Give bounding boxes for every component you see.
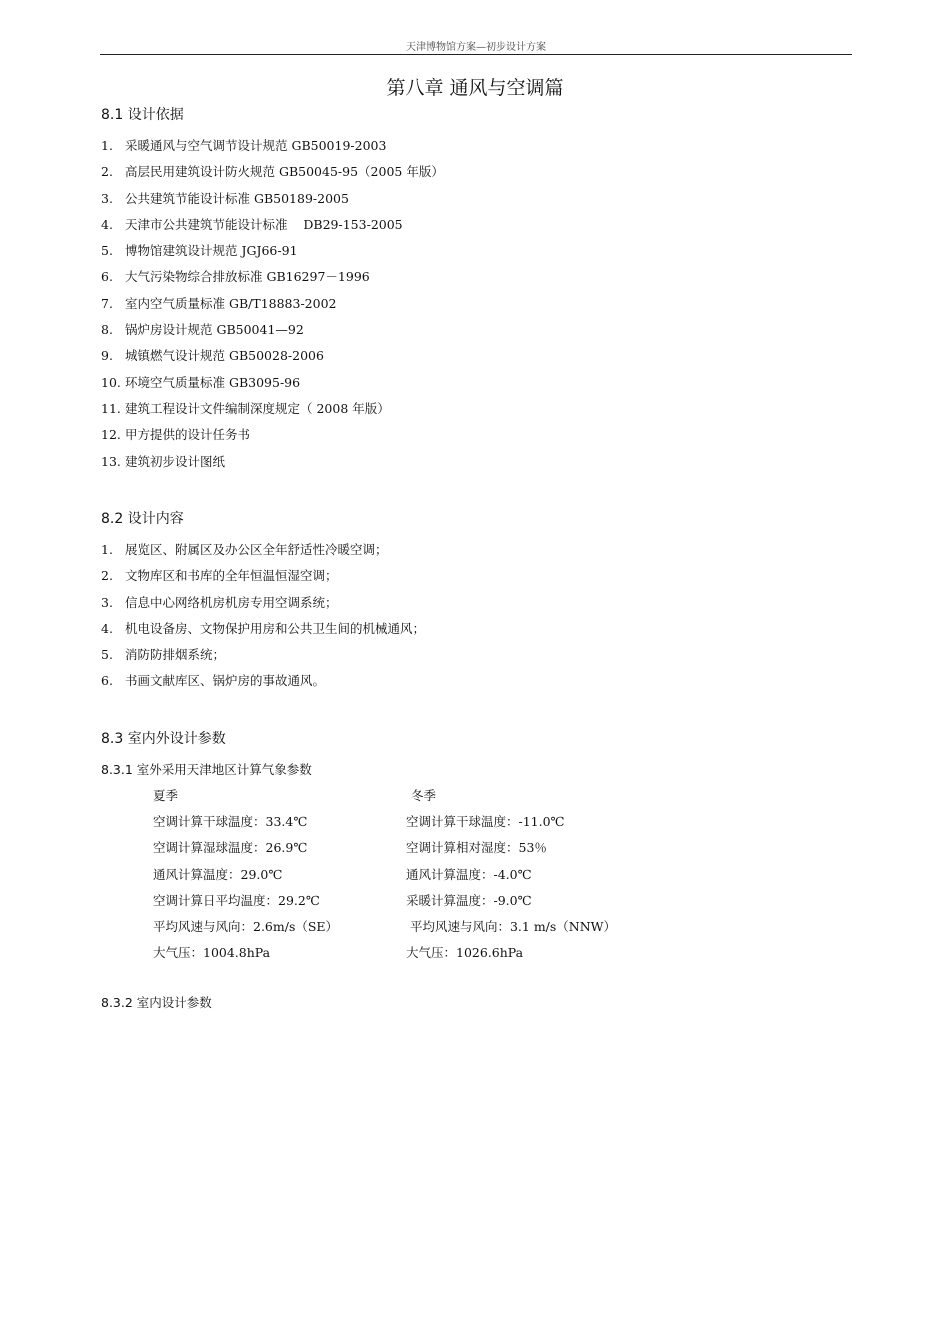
item-text: 公共建筑节能设计标准 GB50189-2005 [125, 190, 349, 206]
item-text: 城镇燃气设计规范 GB50028-2006 [125, 348, 324, 364]
list-item [101, 542, 425, 568]
winter-value: 平均风速与风向：3.1 m/s（NNW） [406, 918, 617, 934]
list-item [101, 568, 425, 594]
list-item [101, 621, 425, 647]
item-text: 建筑工程设计文件编制深度规定（ 2008 年版） [125, 400, 390, 416]
list-item [101, 243, 444, 269]
list-item [101, 217, 444, 243]
item-number: 3. [101, 190, 113, 206]
item-text: 室内空气质量标准 GB/T18883-2002 [125, 295, 337, 311]
list-item [101, 375, 444, 401]
summer-value: 空调计算日平均温度：29.2℃ [153, 892, 320, 908]
summer-value: 空调计算湿球温度：26.9℃ [153, 840, 308, 856]
item-number: 6. [101, 673, 113, 689]
item-number: 7. [101, 295, 113, 311]
list-item [101, 296, 444, 322]
item-number: 5. [101, 647, 113, 663]
page-header: 天津博物馆方案—初步设计方案 [406, 42, 546, 53]
item-number: 4. [101, 620, 113, 636]
item-text: 机电设备房、文物保护用房和公共卫生间的机械通风； [125, 620, 426, 636]
item-number: 3. [101, 594, 113, 610]
item-number: 1. [101, 542, 113, 557]
item-number: 4. [101, 216, 113, 232]
item-text: 书画文献库区、锅炉房的事故通风。 [125, 673, 326, 689]
item-text: 环境空气质量标准 GB3095-96 [125, 374, 301, 390]
item-number: 11. [101, 400, 121, 416]
summer-label: 夏季 [153, 788, 179, 803]
item-number: 5. [101, 243, 113, 259]
item-text: 消防防排烟系统； [125, 647, 226, 663]
list-item [101, 427, 444, 453]
list-item [101, 138, 444, 164]
item-number: 10. [101, 374, 121, 390]
item-number: 2. [101, 164, 113, 180]
item-number: 6. [101, 269, 113, 285]
winter-value: 采暖计算温度：-9.0℃ [406, 892, 532, 908]
item-number: 2. [101, 568, 113, 584]
chapter-title: 第八章 通风与空调篇 [386, 77, 564, 99]
item-text: 锅炉房设计规范 GB50041—92 [125, 322, 304, 338]
item-text: 博物馆建筑设计规范 JGJ66-91 [125, 243, 298, 259]
item-number: 8. [101, 322, 113, 338]
section-title-design-basis: 8.1 设计依据 [101, 107, 184, 123]
item-text: 展览区、附属区及办公区全年舒适性冷暖空调； [125, 542, 388, 557]
list-item [101, 322, 444, 348]
winter-value: 空调计算相对湿度：53％ [406, 840, 547, 856]
item-number: 13. [101, 453, 121, 469]
section-title-design-content: 8.2 设计内容 [101, 511, 184, 527]
item-text: 采暖通风与空气调节设计规范 GB50019-2003 [125, 138, 387, 153]
item-text: 信息中心网络机房机房专用空调系统； [125, 594, 338, 610]
subsection-title-outdoor-params: 8.3.1 室外采用天津地区计算气象参数 [101, 762, 312, 777]
summer-value: 通风计算温度：29.0℃ [153, 866, 283, 882]
subsection-title-indoor-params: 8.3.2 室内设计参数 [101, 995, 212, 1010]
list-item [101, 454, 444, 480]
list-item [101, 647, 425, 673]
header-divider [100, 54, 852, 55]
winter-value: 空调计算干球温度：-11.0℃ [406, 814, 565, 830]
section-title-design-parameters: 8.3 室内外设计参数 [101, 731, 226, 747]
item-number: 9. [101, 348, 113, 364]
list-item [101, 269, 444, 295]
item-text: 高层民用建筑设计防火规范 GB50045-95（2005 年版） [125, 164, 444, 180]
summer-value: 大气压：1004.8hPa [153, 945, 271, 961]
item-text: 甲方提供的设计任务书 [125, 427, 251, 443]
list-item [101, 401, 444, 427]
list-item [101, 164, 444, 190]
item-number: 1. [101, 138, 113, 153]
list-item [101, 595, 425, 621]
design-content-list [101, 542, 425, 700]
winter-label: 冬季 [411, 788, 437, 803]
list-item [101, 191, 444, 217]
item-number: 12. [101, 427, 121, 443]
item-text: 文物库区和书库的全年恒温恒湿空调； [125, 568, 338, 584]
list-item [101, 348, 444, 374]
item-text: 天津市公共建筑节能设计标准 DB29-153-2005 [125, 216, 403, 232]
winter-value: 通风计算温度：-4.0℃ [406, 866, 532, 882]
list-item [101, 673, 425, 699]
winter-value: 大气压：1026.6hPa [406, 945, 524, 961]
item-text: 建筑初步设计图纸 [125, 453, 226, 469]
design-basis-list [101, 138, 444, 480]
summer-value: 平均风速与风向：2.6m/s（SE） [153, 918, 339, 934]
item-text: 大气污染物综合排放标准 GB16297－1996 [125, 269, 370, 285]
summer-value: 空调计算干球温度：33.4℃ [153, 814, 308, 830]
